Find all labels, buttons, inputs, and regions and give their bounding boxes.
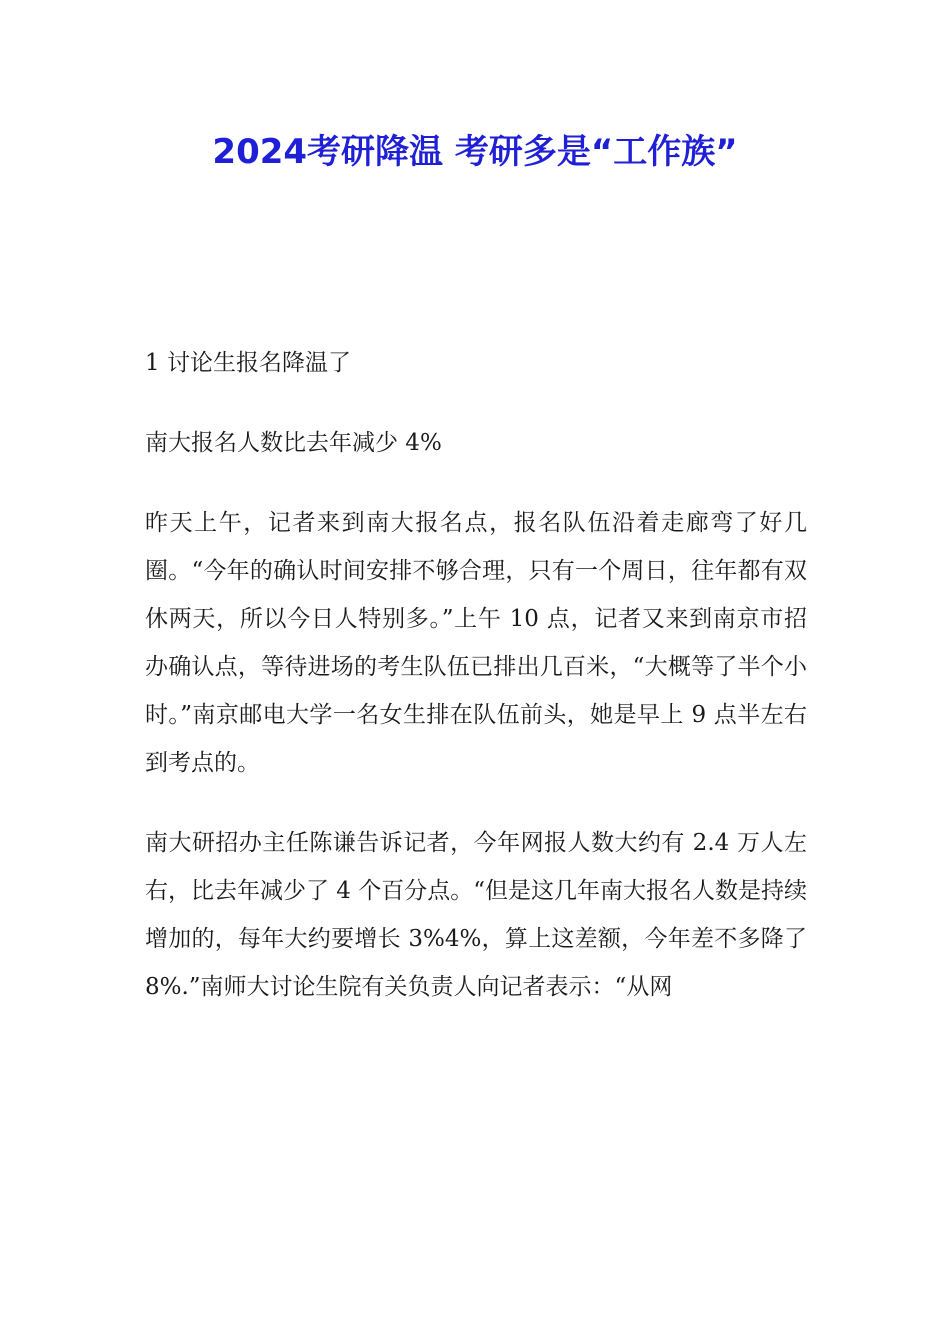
document-title: 2024考研降温 考研多是“工作族” bbox=[212, 132, 738, 172]
body-paragraph: 昨天上午，记者来到南大报名点，报名队伍沿着走廊弯了好几圈。“今年的确认时间安排不够合理，只有一个周日，往年都有双休两天，所以今日人特别多。”上午 10 点，记者又来到南京市招办确认点，等待进场的考生队伍已排出几百米，“大概等了半个小时。”南京邮电大学一名女生排在队伍前头，她是早上 9 点半左右到考点的。 bbox=[145, 510, 807, 776]
section-heading: 1 讨论生报名降温了 bbox=[145, 350, 351, 376]
body-paragraph: 南大研招办主任陈谦告诉记者，今年网报人数大约有 2.4 万人左右，比去年减少了 4 个百分点。“但是这几年南大报名人数是持续增加的，每年大约要增长 3%4%，算上这差额，今年差不多降了 8%.”南师大讨论生院有关负责人向记者表示：“从网 bbox=[145, 830, 808, 1000]
subheading: 南大报名人数比去年减少 4% bbox=[145, 430, 442, 456]
document-body bbox=[145, 339, 807, 1043]
